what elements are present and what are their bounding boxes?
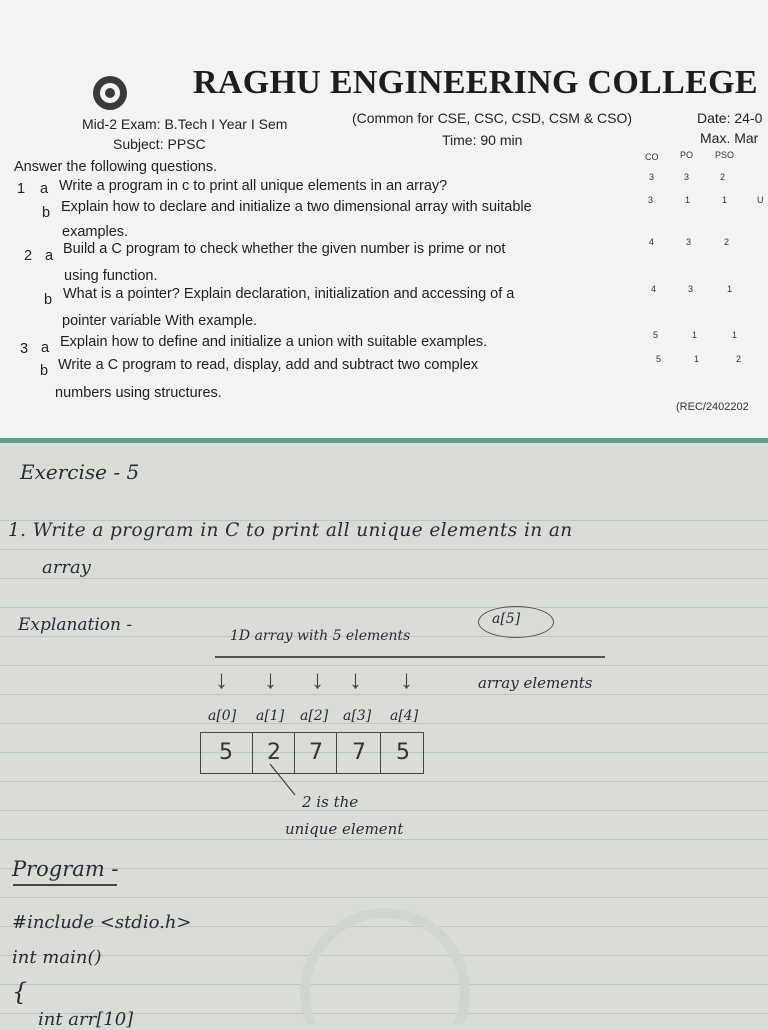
question-line-1: 1. Write a program in C to print all unique elements in an [8, 520, 573, 541]
question-text: Explain how to declare and initialize a two dimensional array with suitable [61, 199, 532, 215]
down-arrow-icon: ↓ [400, 664, 413, 694]
code-line: int main() [12, 947, 102, 968]
co-value: 5 [656, 354, 662, 364]
po-value: 1 [694, 354, 700, 364]
po-value: 3 [684, 172, 690, 182]
down-arrow-icon: ↓ [264, 664, 277, 694]
question-part: b [44, 292, 53, 308]
co-value: 3 [649, 172, 655, 182]
co-value: 4 [649, 237, 655, 247]
question-part: b [42, 205, 51, 221]
array-index: a[3] [343, 708, 372, 724]
question-text: Build a C program to check whether the given number is prime or not [63, 241, 506, 257]
question-number: 2 [24, 248, 33, 264]
extra-mark: U [757, 195, 764, 205]
array-cell: 7 [336, 732, 381, 774]
co-value: 3 [648, 195, 654, 205]
exam-date: Date: 24-0 [697, 110, 763, 126]
question-text: Write a C program to read, display, add and subtract two complex [58, 357, 479, 373]
question-part: a [41, 340, 50, 356]
pso-value: 2 [724, 237, 730, 247]
code-line: int arr[10] [38, 1009, 134, 1030]
pso-value: 1 [722, 195, 728, 205]
pso-value: 1 [727, 284, 733, 294]
question-part: a [40, 181, 49, 197]
array-index: a[2] [300, 708, 329, 724]
pso-value: 1 [732, 330, 738, 340]
question-text: What is a pointer? Explain declaration, initialization and accessing of a [63, 286, 515, 302]
co-value: 5 [653, 330, 659, 340]
pso-header: PSO [715, 150, 735, 160]
unique-note-line-1: 2 is the [302, 793, 359, 811]
array-index: a[1] [256, 708, 285, 724]
instruction: Answer the following questions. [14, 159, 218, 175]
code-line: { [12, 978, 28, 1006]
array-index: a[0] [208, 708, 237, 724]
exam-line: Mid-2 Exam: B.Tech I Year I Sem [82, 116, 288, 132]
question-text: Explain how to define and initialize a union with suitable examples. [60, 334, 488, 350]
po-value: 3 [688, 284, 694, 294]
co-header: CO [645, 152, 659, 162]
reference-code: (REC/2402202 [676, 401, 749, 413]
code-line: #include <stdio.h> [12, 912, 192, 933]
exercise-heading: Exercise - 5 [20, 460, 140, 484]
exam-subject: Subject: PPSC [113, 136, 206, 152]
program-label: Program - [12, 857, 119, 881]
down-arrow-icon: ↓ [215, 664, 228, 694]
program-underline [13, 884, 117, 886]
max-marks: Max. Mar [700, 130, 759, 146]
array-elements-label: array elements [478, 674, 593, 692]
array-cell: 5 [219, 740, 233, 765]
question-part: b [40, 363, 49, 379]
question-number: 3 [20, 341, 29, 357]
explanation-label: Explanation - [18, 615, 133, 635]
question-text-cont: numbers using structures. [55, 385, 222, 401]
array-cell: 2 [252, 732, 295, 774]
question-text-cont: examples. [62, 224, 129, 240]
co-value: 4 [651, 284, 657, 294]
question-line-2: array [42, 557, 91, 578]
array-caption: 1D array with 5 elements [230, 628, 411, 644]
question-number: 1 [17, 181, 26, 197]
common-for: (Common for CSE, CSC, CSD, CSM & CSO) [352, 110, 633, 126]
unique-note-line-2: unique element [285, 820, 404, 838]
down-arrow-icon: ↓ [311, 664, 324, 694]
po-value: 1 [692, 330, 698, 340]
array-cell: 5 [380, 732, 425, 774]
question-text: Write a program in c to print all unique elements in an array? [59, 178, 448, 194]
po-value: 3 [686, 237, 692, 247]
question-text-cont: pointer variable With example. [62, 313, 258, 329]
exam-time: Time: 90 min [442, 132, 523, 148]
array-cell: 7 [294, 732, 337, 774]
question-part: a [45, 248, 54, 264]
po-header: PO [680, 150, 694, 160]
question-text-cont: using function. [64, 268, 158, 284]
po-value: 1 [685, 195, 691, 205]
college-name: RAGHU ENGINEERING COLLEGE [193, 64, 758, 101]
down-arrow-icon: ↓ [349, 664, 362, 694]
array-index: a[4] [390, 708, 419, 724]
pso-value: 2 [720, 172, 726, 182]
pso-value: 2 [736, 354, 742, 364]
bubble-label: a[5] [492, 611, 521, 627]
